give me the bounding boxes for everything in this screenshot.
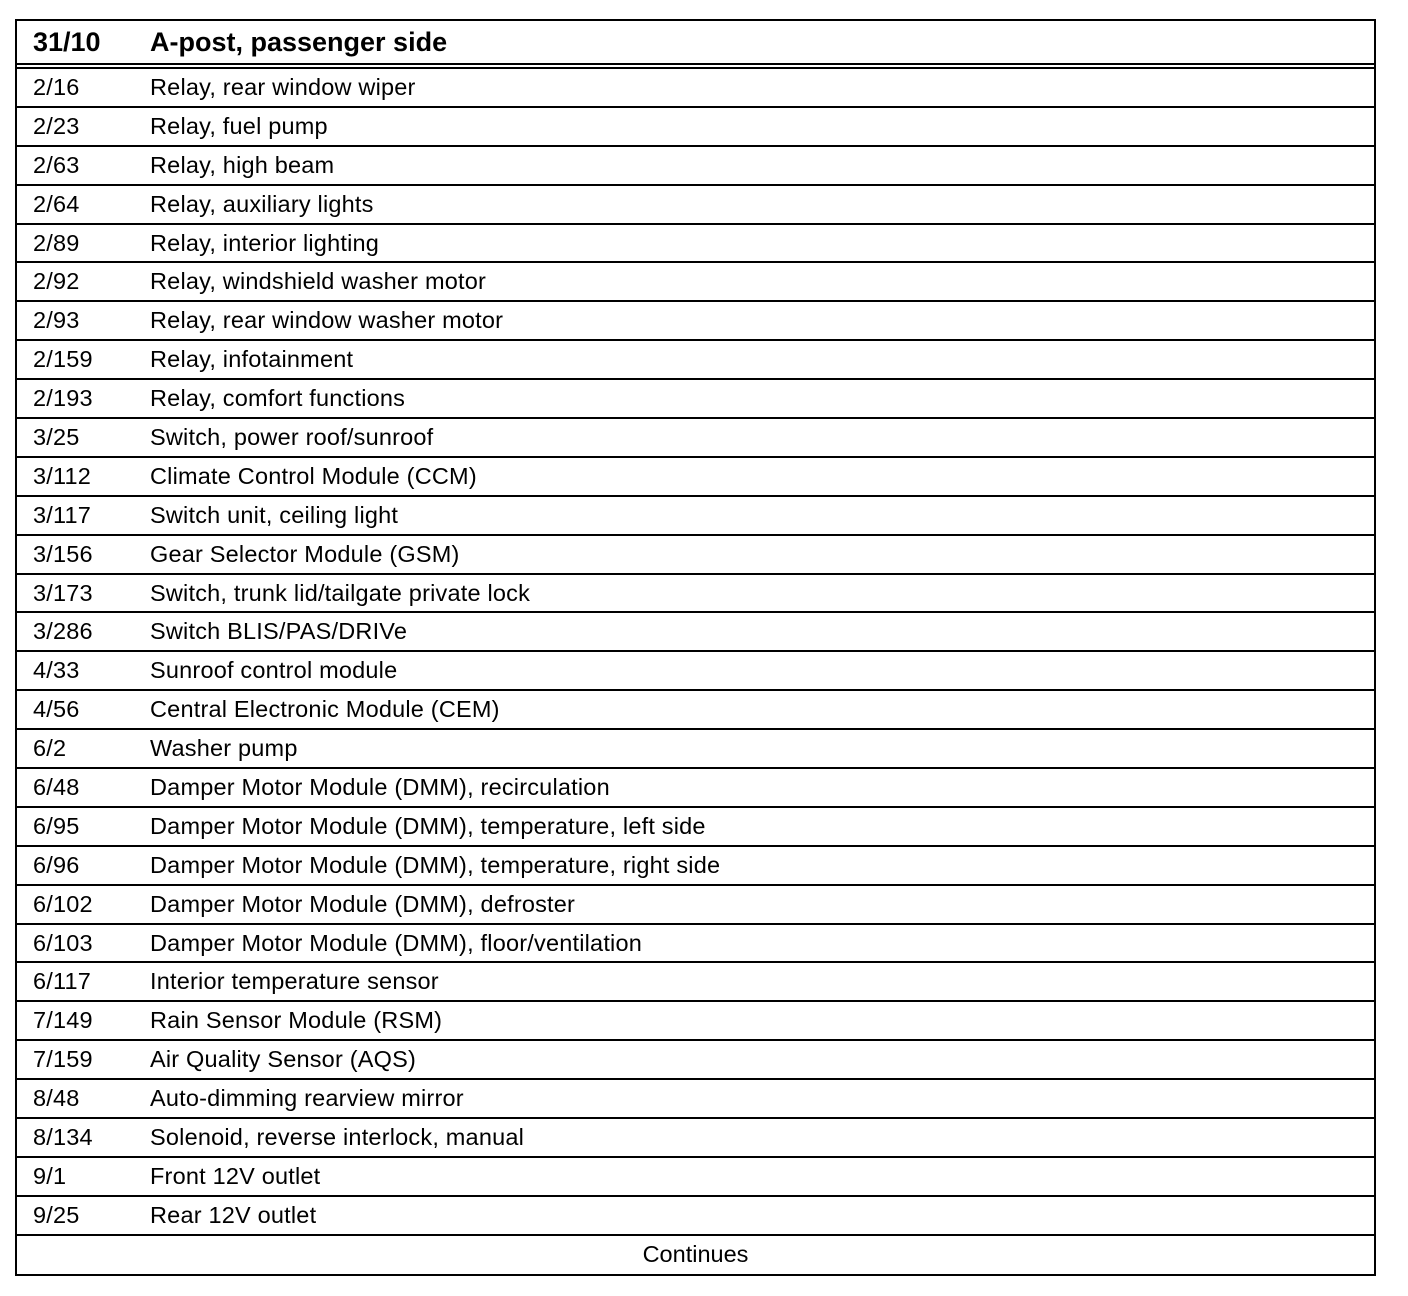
row-code: 6/103 [33,929,93,956]
row-code: 7/159 [33,1046,93,1073]
row-description: Gear Selector Module (GSM) [150,540,460,567]
table-row [17,458,1374,497]
row-description: Relay, comfort functions [150,385,406,412]
table-row [17,886,1374,925]
row-description: Rear 12V outlet [150,1201,317,1228]
row-description: Sunroof control module [150,657,398,684]
table-row [17,147,1374,186]
table-row [17,1158,1374,1197]
row-description: Relay, rear window washer motor [150,307,504,334]
row-code: 8/134 [33,1123,93,1150]
table-row [17,302,1374,341]
table-row [17,808,1374,847]
row-code: 2/193 [33,385,93,412]
row-code: 6/102 [33,890,93,917]
row-code: 2/64 [33,190,80,217]
row-description: Damper Motor Module (DMM), temperature, right side [150,851,721,878]
row-code: 2/23 [33,112,80,139]
row-description: Interior temperature sensor [150,968,439,995]
table-row [17,1080,1374,1119]
table-row [17,341,1374,380]
row-code: 3/173 [33,579,93,606]
row-code: 8/48 [33,1085,80,1112]
row-code: 2/63 [33,151,80,178]
table-row [17,1197,1374,1236]
row-description: Washer pump [150,735,298,762]
row-code: 3/156 [33,540,93,567]
row-description: Auto-dimming rearview mirror [150,1085,464,1112]
row-description: Relay, interior lighting [150,229,380,256]
row-description: Damper Motor Module (DMM), defroster [150,890,576,917]
row-description: Switch unit, ceiling light [150,501,399,528]
row-description: Damper Motor Module (DMM), temperature, left side [150,812,706,839]
table-row [17,963,1374,1002]
row-description: Relay, high beam [150,151,335,178]
row-description: Relay, rear window wiper [150,73,416,100]
row-code: 3/117 [33,501,92,528]
table-row [17,575,1374,614]
table-row [17,769,1374,808]
row-description: Rain Sensor Module (RSM) [150,1007,443,1034]
table-row [17,1119,1374,1158]
row-description: Relay, fuel pump [150,112,328,139]
row-description: Air Quality Sensor (AQS) [150,1046,416,1073]
row-description: Central Electronic Module (CEM) [150,696,500,723]
row-code: 6/2 [33,735,67,762]
row-description: Climate Control Module (CCM) [150,462,477,489]
table-header [17,21,1374,69]
table-body [17,69,1374,1236]
table-row [17,613,1374,652]
row-code: 3/25 [33,423,80,450]
table-row [17,186,1374,225]
row-code: 6/95 [33,812,80,839]
row-description: Front 12V outlet [150,1162,321,1189]
continues-label: Continues [642,1241,749,1268]
row-description: Switch BLIS/PAS/DRIVe [150,618,408,645]
table-row [17,925,1374,964]
table-row [17,108,1374,147]
table-row [17,536,1374,575]
row-description: Switch, power roof/sunroof [150,423,434,450]
table-row [17,847,1374,886]
row-code: 9/25 [33,1201,80,1228]
row-code: 7/149 [33,1007,93,1034]
row-code: 2/159 [33,346,93,373]
component-table [15,19,1376,1276]
row-code: 2/92 [33,268,80,295]
row-code: 2/89 [33,229,80,256]
header-code: 31/10 [33,26,101,57]
table-row [17,691,1374,730]
table-row [17,225,1374,264]
table-footer [17,1236,1374,1274]
table-row [17,380,1374,419]
row-code: 3/112 [33,462,92,489]
row-code: 9/1 [33,1162,67,1189]
row-description: Switch, trunk lid/tailgate private lock [150,579,531,606]
row-description: Solenoid, reverse interlock, manual [150,1123,525,1150]
row-code: 2/16 [33,73,80,100]
row-description: Relay, auxiliary lights [150,190,374,217]
table-row [17,497,1374,536]
row-code: 6/48 [33,773,80,800]
row-code: 6/96 [33,851,80,878]
row-code: 4/56 [33,696,80,723]
table-row [17,730,1374,769]
header-title: A-post, passenger side [150,26,448,57]
table-row [17,1041,1374,1080]
table-row [17,263,1374,302]
table-row [17,652,1374,691]
table-row [17,419,1374,458]
row-code: 6/117 [33,968,92,995]
row-code: 3/286 [33,618,93,645]
row-code: 2/93 [33,307,80,334]
row-description: Relay, infotainment [150,346,354,373]
row-code: 4/33 [33,657,80,684]
row-description: Relay, windshield washer motor [150,268,487,295]
table-row [17,69,1374,108]
table-row [17,1002,1374,1041]
row-description: Damper Motor Module (DMM), floor/ventilation [150,929,643,956]
row-description: Damper Motor Module (DMM), recirculation [150,773,610,800]
